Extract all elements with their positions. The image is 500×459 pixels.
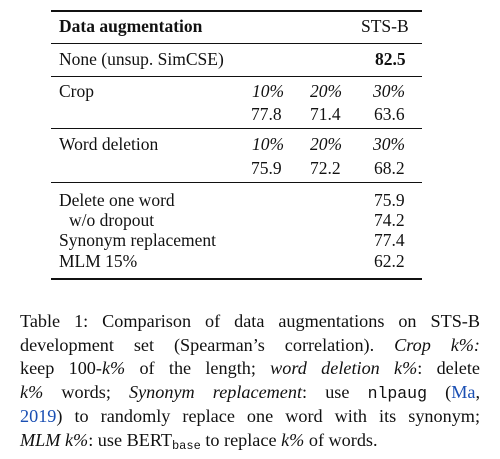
caption-l2b: Crop k%: [394, 334, 480, 355]
rule-after-word-deletion [51, 182, 422, 183]
header-rule [51, 43, 422, 44]
wo-dropout-value: 74.2 [374, 210, 405, 230]
caption-l3e: : delete [417, 358, 480, 379]
caption-line-4 [20, 381, 480, 406]
bottom-rule [51, 278, 422, 280]
crop-label: Crop [59, 81, 94, 101]
caption-l4d: : use [302, 381, 368, 402]
caption-l3a: keep 100- [20, 358, 102, 379]
mlm-label: MLM 15% [59, 251, 138, 271]
caption-l3c: of the length; [125, 358, 271, 379]
caption-l6f: of words. [304, 429, 378, 450]
word-deletion-label: Word deletion [59, 134, 159, 154]
caption-l4f: ( [427, 381, 452, 402]
caption-line-1 [20, 310, 480, 334]
caption-l5b: ) to randomly replace one word with its synonym; [56, 406, 480, 427]
mlm-value: 62.2 [374, 251, 405, 271]
caption-l4h: , [475, 381, 480, 402]
caption-line-5 [20, 405, 480, 429]
caption-l4c: Synonym replacement [129, 381, 303, 402]
top-rule [51, 10, 422, 12]
rule-after-crop [51, 128, 422, 129]
citation-2019-link[interactable]: 2019 [20, 406, 57, 427]
baseline-value: 82.5 [375, 49, 406, 69]
caption-l2a: development set (Spearman’s correlation). [20, 334, 375, 355]
rule-after-baseline [51, 76, 422, 77]
caption-line-6 [20, 429, 480, 459]
header-augmentation: Data augmentation [59, 16, 203, 36]
caption-l4a: k% [20, 381, 44, 402]
caption-nlpaug: nlpaug [367, 383, 427, 403]
header-stsb: STS-B [361, 16, 409, 36]
crop-score-3: 63.6 [374, 104, 405, 124]
delete-one-word-label: Delete one word [59, 190, 175, 210]
baseline-label: None (unsup. SimCSE) [59, 49, 224, 69]
caption-l3b: k% [101, 358, 126, 379]
wo-dropout-label: w/o dropout [69, 210, 155, 230]
synonym-replacement-label: Synonym replacement [59, 230, 216, 250]
synonym-replacement-value: 77.4 [374, 230, 405, 250]
caption-base-subscript: base [171, 438, 201, 453]
caption-line-3 [20, 357, 480, 381]
caption-l6a: MLM k% [20, 429, 89, 450]
caption-l6b: : use BERT [88, 429, 172, 450]
caption-line-2 [20, 334, 480, 358]
caption-line-1-text: Table 1: Comparison of data augmentations on STS-B [20, 311, 480, 331]
delete-one-word-value: 75.9 [374, 190, 405, 210]
word-deletion-k-1: 10% [252, 134, 285, 154]
word-deletion-k-3: 30% [373, 134, 406, 154]
word-deletion-k-2: 20% [310, 134, 343, 154]
table-caption [20, 310, 480, 459]
caption-l6e: k% [281, 429, 305, 450]
crop-score-2: 71.4 [310, 104, 341, 124]
caption-l3d: word deletion k% [270, 358, 418, 379]
word-deletion-score-3: 68.2 [374, 158, 405, 178]
crop-k-3: 30% [373, 81, 406, 101]
citation-ma-link[interactable]: Ma [451, 381, 476, 402]
crop-k-1: 10% [252, 81, 285, 101]
crop-score-1: 77.8 [251, 104, 282, 124]
caption-l6d: to replace [200, 429, 282, 450]
word-deletion-score-2: 72.2 [310, 158, 341, 178]
word-deletion-score-1: 75.9 [251, 158, 282, 178]
caption-l4b: words; [43, 381, 130, 402]
crop-k-2: 20% [310, 81, 343, 101]
